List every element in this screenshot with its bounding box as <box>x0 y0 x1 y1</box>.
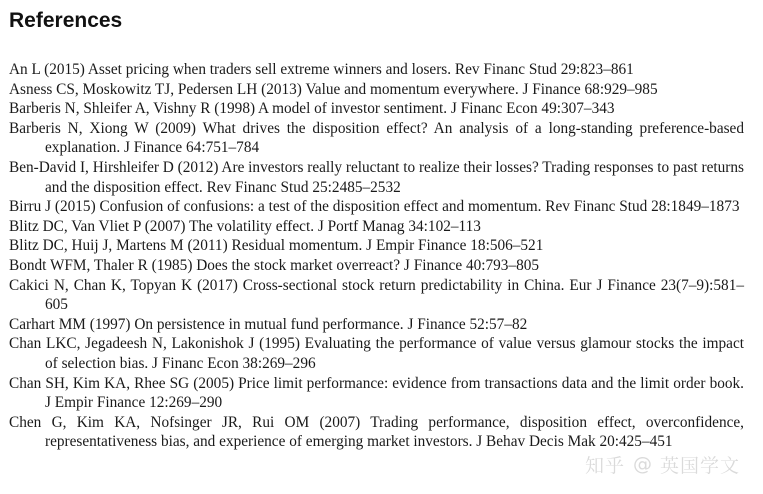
reference-item: Barberis N, Xiong W (2009) What drives the disposition effect? An analysis of a long-standing preference-based explanation. J Finance 64:751–784 <box>9 119 744 157</box>
reference-item: Carhart MM (1997) On persistence in mutual fund performance. J Finance 52:57–82 <box>9 315 528 333</box>
watermark-site: 知乎 <box>585 454 626 477</box>
reference-item: Barberis N, Shleifer A, Vishny R (1998) A model of investor sentiment. J Financ Econ 49:307–343 <box>9 100 615 118</box>
references-heading: References <box>9 9 123 32</box>
reference-item: Chan LKC, Jegadeesh N, Lakonishok J (1995) Evaluating the performance of value versus glamour stocks the impact of selection bias. J Financ Econ 38:269–296 <box>9 335 744 372</box>
reference-item: Ben-David I, Hirshleifer D (2012) Are investors really reluctant to realize their losses? Trading responses to past returns and the disposition effect. Rev Financ Stud 25:2485–2532 <box>9 158 744 196</box>
reference-item: Chan SH, Kim KA, Rhee SG (2005) Price limit performance: evidence from transactions data and the limit order book. J Empir Finance 12:269–290 <box>9 374 744 412</box>
reference-list <box>9 60 744 452</box>
reference-item: Blitz DC, Huij J, Martens M (2011) Residual momentum. J Empir Finance 18:506–521 <box>9 237 544 255</box>
reference-item: Blitz DC, Van Vliet P (2007) The volatility effect. J Portf Manag 34:102–113 <box>9 217 481 235</box>
reference-item: Asness CS, Moskowitz TJ, Pedersen LH (2013) Value and momentum everywhere. J Finance 68:929–985 <box>9 80 658 98</box>
reference-item: An L (2015) Asset pricing when traders sell extreme winners and losers. Rev Financ Stud 29:823–861 <box>9 61 634 78</box>
watermark-author: 英国学文 <box>660 454 741 477</box>
reference-item: Cakici N, Chan K, Topyan K (2017) Cross-sectional stock return predictability in China. Eur J Finance 23(7–9):581–605 <box>9 276 744 314</box>
reference-item: Birru J (2015) Confusion of confusions: a test of the disposition effect and momentum. Rev Financ Stud 28:1849–1873 <box>9 198 740 216</box>
reference-item: Bondt WFM, Thaler R (1985) Does the stock market overreact? J Finance 40:793–805 <box>9 256 540 274</box>
watermark-separator: @ <box>633 453 653 475</box>
reference-item: Chen G, Kim KA, Nofsinger JR, Rui OM (2007) Trading performance, disposition effect, overconfidence, representativeness bias, and experience of emerging market investors. J Behav Decis Mak 20:425–451 <box>9 413 744 451</box>
